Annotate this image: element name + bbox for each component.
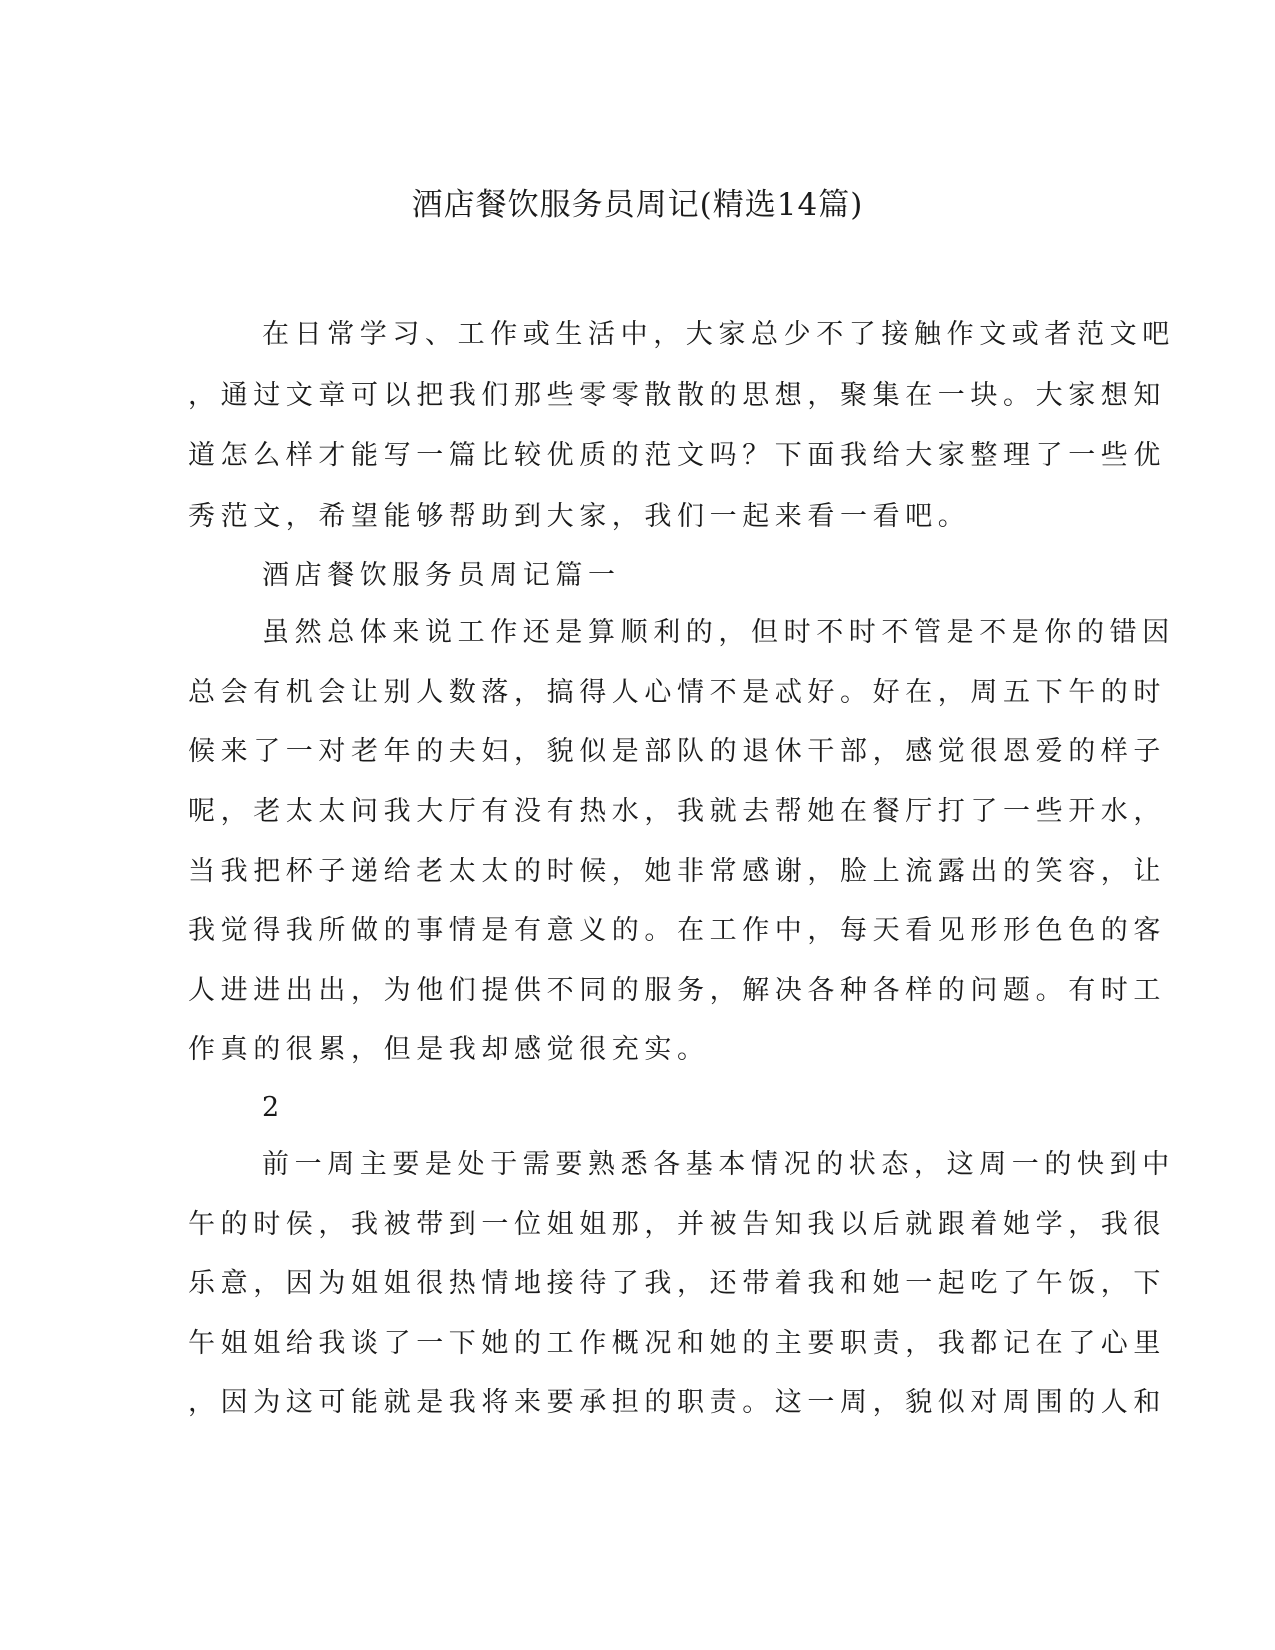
intro-line: 秀范文，希望能够帮助到大家，我们一起来看一看吧。 [188, 501, 971, 532]
document-title: 酒店餐饮服务员周记(精选14篇) [411, 187, 864, 223]
body-line: 午的时侯，我被带到一位姐姐那，并被告知我以后就跟着她学，我很 [188, 1209, 1166, 1240]
body-line: 呢，老太太问我大厅有没有热水，我就去帮她在餐厅打了一些开水， [188, 796, 1166, 827]
body-line: 乐意，因为姐姐很热情地接待了我，还带着我和她一起吃了午饭，下 [188, 1268, 1166, 1299]
body-line: 当我把杯子递给老太太的时候，她非常感谢，脸上流露出的笑容，让 [188, 856, 1166, 887]
body-line: 作真的很累，但是我却感觉很充实。 [188, 1034, 710, 1065]
intro-line: 在日常学习、工作或生活中，大家总少不了接触作文或者范文吧 [262, 319, 1175, 350]
body-line: 人进进出出，为他们提供不同的服务，解决各种各样的问题。有时工 [188, 975, 1166, 1006]
body-line: 候来了一对老年的夫妇，貌似是部队的退休干部，感觉很恩爱的样子 [188, 736, 1166, 767]
body-line: 午姐姐给我谈了一下她的工作概况和她的主要职责，我都记在了心里 [188, 1328, 1166, 1359]
body-line: 前一周主要是处于需要熟悉各基本情况的状态，这周一的快到中 [262, 1149, 1175, 1180]
body-line: 我觉得我所做的事情是有意义的。在工作中，每天看见形形色色的客 [188, 915, 1166, 946]
body-line: 虽然总体来说工作还是算顺利的，但时不时不管是不是你的错因 [262, 617, 1175, 648]
body-line: 总会有机会让别人数落，搞得人心情不是忒好。好在，周五下午的时 [188, 677, 1166, 708]
body-line: ，因为这可能就是我将来要承担的职责。这一周，貌似对周围的人和 [188, 1387, 1166, 1418]
intro-line: ，通过文章可以把我们那些零零散散的思想，聚集在一块。大家想知 [188, 380, 1166, 411]
intro-line: 道怎么样才能写一篇比较优质的范文吗？下面我给大家整理了一些优 [188, 440, 1166, 471]
section-heading: 2 [262, 1092, 285, 1123]
section-heading: 酒店餐饮服务员周记篇一 [262, 560, 621, 591]
